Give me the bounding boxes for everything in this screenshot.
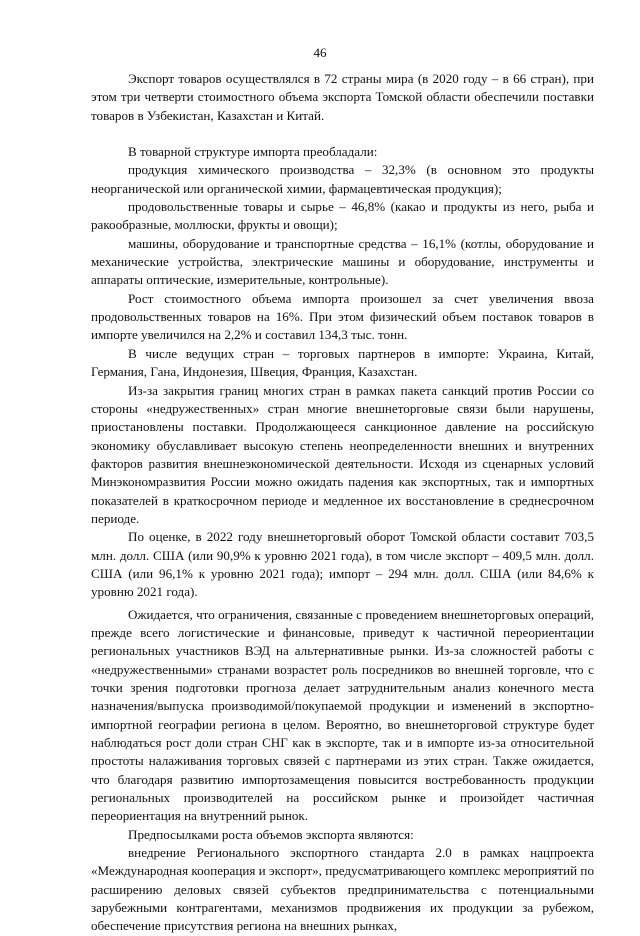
paragraph-export-prerequisites: Предпосылками роста объемов экспорта являются: — [128, 826, 414, 842]
paragraph-2022-estimate: По оценке, в 2022 году внешнеторговый оборот Томской области составит 703,5 млн. долл. США (или 90,9% к уровню 2021 года), в том числе экспорт – 409,5 млн. долл. США (или 96,1% к уровню 2021 года); импорт – 294 млн. долл. США (или 84,6% к уровню 2021 года). — [91, 529, 594, 600]
paragraph-export-standard: внедрение Регионального экспортного стандарта 2.0 в рамках нацпроекта «Международная кооперация и экспорт», предусматривающего комплекс мероприятий по расширению деловых связей субъектов предпринимательства с потенциальными зарубежными контрагентами, механизмов продвижения их продукции за рубежом, обеспечение присутствия региона на внешних рынках, — [91, 845, 594, 934]
paragraph-import-partners: В числе ведущих стран – торговых партнеров в импорте: Украина, Китай, Германия, Гана, Индонезия, Швеция, Франция, Казахстан. — [91, 345, 594, 380]
paragraph-export-countries: Экспорт товаров осуществлялся в 72 страны мира (в 2020 году – в 66 стран), при этом три четверти стоимостного объема экспорта Томской области обеспечили поставки товаров в Узбекистан, Казахстан и Китай. — [91, 71, 594, 123]
paragraph-import-structure-intro: В товарной структуре импорта преобладали: — [128, 144, 378, 160]
paragraph-import-food: продовольственные товары и сырье – 46,8% (какао и продукты из него, рыба и ракообразные, моллюски, фрукты и овощи); — [91, 199, 594, 233]
paragraph-sanctions: Из-за закрытия границ многих стран в рамках пакета санкций против России со стороны «недружественных» стран многие внешнеторговые связи были нарушены, приостановлены поставки. Продолжающееся санкционное давление на российскую экономику обуславливает высокую степень неопределенности внешних и внутренних факторов развития внешнеэкономической деятельности. Исходя из сценарных условий Минэкономразвития России можно ожидать падения как экспортных, так и импортных показателей в краткосрочном периоде и медленное их восстановление в среднесрочном периоде. — [91, 382, 594, 526]
page-number: 46 — [313, 45, 327, 60]
paragraph-import-growth: Рост стоимостного объема импорта произошел за счет увеличения ввоза продовольственных товаров на 16%. При этом физический объем поставок товаров в импорте увеличился на 2,2% и составил 134,3 тыс. тонн. — [91, 290, 594, 343]
paragraph-import-chemical: продукция химического производства – 32,3% (в основном это продукты неорганической или органической химии, фармацевтическая продукция); — [91, 162, 594, 196]
paragraph-expectations: Ожидается, что ограничения, связанные с проведением внешнеторговых операций, прежде всего логистические и финансовые, приведут к частичной переориентации региональных участников ВЭД на альтернативные рынки. Из-за сложностей работы с «недружественными» странами возрастет роль посредников во внешней торговле, что с точки зрения подготовки прогноза делает затруднительным анализ конечного места назначения/выпуска производимой/покупаемой продукции и изменений в экспортно-импортной географии региона в целом. Вероятно, во внешнеторговой структуре будет наблюдаться рост доли стран СНГ как в экспорте, так и в импорте из-за относительной простоты налаживания торговых связей с партнерами из этих стран. Также ожидается, что благодаря развитию импортозамещения повысится востребованность продукции региональных производителей на российском рынке и произойдет частичная переориентация на внутренний рынок. — [91, 606, 594, 824]
document-body — [91, 70, 594, 936]
paragraph-import-machinery: машины, оборудование и транспортные средства – 16,1% (котлы, оборудование и механические устройства, электрические машины и оборудование, инструменты и аппараты оптические, измерительные, контрольные). — [91, 235, 594, 288]
